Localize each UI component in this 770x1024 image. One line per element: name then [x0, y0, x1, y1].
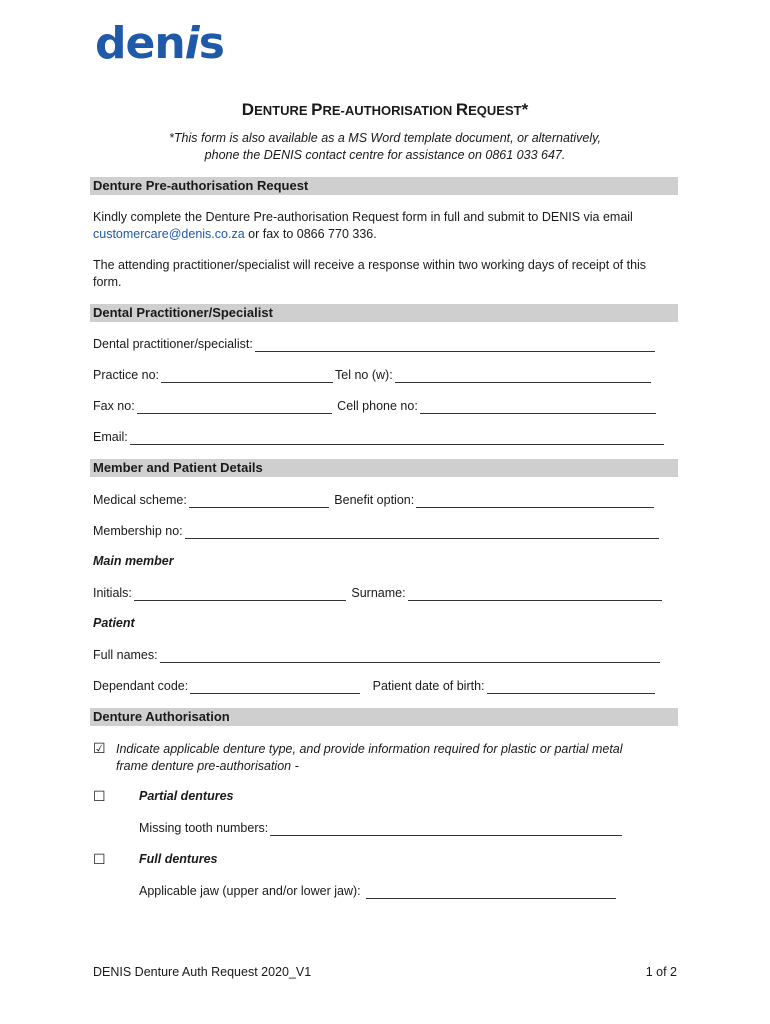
cell-field[interactable] [420, 401, 656, 414]
dependant-row: Dependant code: Patient date of birth: [93, 678, 657, 694]
email-link[interactable]: customercare@denis.co.za [93, 227, 245, 241]
footer-page-number: 1 of 2 [645, 965, 677, 979]
footer-doc-id: DENIS Denture Auth Request 2020_V1 [93, 965, 312, 979]
practice-row: Practice no: Tel no (w): [93, 367, 653, 383]
section-header-practitioner: Dental Practitioner/Specialist [90, 304, 678, 322]
membership-row: Membership no: [93, 523, 661, 539]
surname-field[interactable] [408, 588, 662, 601]
full-names-row: Full names: [93, 647, 662, 663]
initials-field[interactable] [134, 588, 346, 601]
denture-instruction: Indicate applicable denture type, and provide information required for plastic or partial metal frame denture pre-authorisation - [116, 742, 623, 773]
fax-field[interactable] [137, 401, 332, 414]
practitioner-row: Dental practitioner/specialist: [93, 336, 657, 352]
initials-row: Initials: Surname: [93, 585, 664, 601]
missing-teeth-row: Missing tooth numbers: [139, 820, 624, 836]
jaw-row: Applicable jaw (upper and/or lower jaw): [139, 883, 618, 899]
full-dentures-checkbox[interactable]: ☐ [93, 852, 106, 868]
benefit-field[interactable] [416, 495, 654, 508]
denis-logo: denis [95, 18, 224, 69]
membership-field[interactable] [185, 526, 659, 539]
scheme-row: Medical scheme: Benefit option: [93, 492, 656, 508]
dob-field[interactable] [487, 681, 655, 694]
practitioner-field[interactable] [255, 339, 655, 352]
section-header-member: Member and Patient Details [90, 459, 678, 477]
main-member-label: Main member [93, 554, 174, 568]
email-field[interactable] [130, 432, 664, 445]
intro-paragraph: Kindly complete the Denture Pre-authorisation Request form in full and submit to DENIS via email customercare@denis.co.za or fax to 0866 770 336. [93, 210, 633, 241]
email-row: Email: [93, 429, 666, 445]
response-paragraph: The attending practitioner/specialist will receive a response within two working days of receipt of this form. [93, 258, 647, 289]
patient-label: Patient [93, 616, 135, 630]
scheme-field[interactable] [189, 495, 329, 508]
jaw-field[interactable] [366, 886, 616, 899]
subtitle: *This form is also available as a MS Word template document, or alternatively, phone the DENIS contact centre for assistance on 0861 033 647. [169, 131, 601, 162]
full-names-field[interactable] [160, 650, 660, 663]
partial-dentures-checkbox[interactable]: ☐ [93, 789, 106, 805]
checked-box-icon[interactable]: ☑ [93, 741, 106, 757]
partial-dentures-label: Partial dentures [139, 789, 234, 803]
section-header-authorisation: Denture Authorisation [90, 708, 678, 726]
fax-row: Fax no: Cell phone no: [93, 398, 658, 414]
section-header-request: Denture Pre-authorisation Request [90, 177, 678, 195]
tel-field[interactable] [395, 370, 651, 383]
page-title: DENTURE PRE-AUTHORISATION REQUEST* [241, 100, 529, 119]
missing-teeth-field[interactable] [270, 823, 622, 836]
practice-no-field[interactable] [161, 370, 333, 383]
dependant-field[interactable] [190, 681, 360, 694]
full-dentures-label: Full dentures [139, 852, 218, 866]
